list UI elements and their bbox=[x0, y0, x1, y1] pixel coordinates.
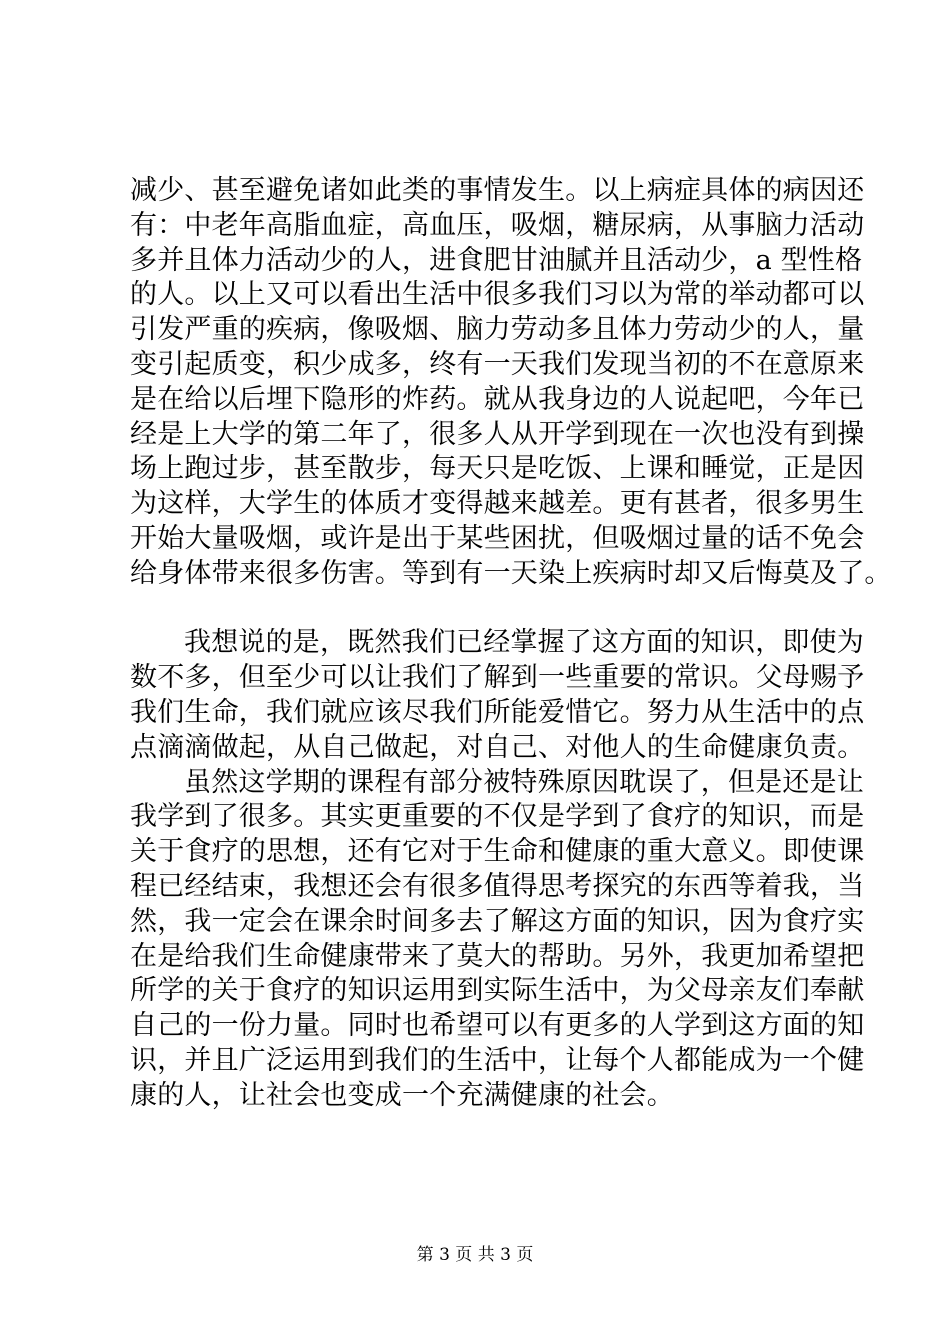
text-line: 在是给我们生命健康带来了莫大的帮助。另外，我更加希望把 bbox=[130, 940, 865, 972]
text-line: 数不多，但至少可以让我们了解到一些重要的常识。父母赐予 bbox=[130, 662, 865, 694]
text-line: 虽然这学期的课程有部分被特殊原因耽误了，但是还是让 bbox=[184, 766, 864, 798]
text-line: 自己的一份力量。同时也希望可以有更多的人学到这方面的知 bbox=[130, 1010, 865, 1042]
text-line: 变引起质变，积少成多，终有一天我们发现当初的不在意原来 bbox=[130, 348, 865, 380]
text-line: 关于食疗的思想，还有它对于生命和健康的重大意义。即使课 bbox=[130, 836, 865, 868]
paragraph-gap bbox=[130, 592, 846, 627]
paragraph-3 bbox=[130, 766, 865, 1114]
text-line: 有：中老年高脂血症，高血压，吸烟，糖尿病，从事脑力活动 bbox=[130, 209, 865, 241]
paragraph-1 bbox=[130, 174, 892, 592]
text-line: 我们生命，我们就应该尽我们所能爱惜它。努力从生活中的点 bbox=[130, 696, 865, 728]
text-line: 康的人，让社会也变成一个充满健康的社会。 bbox=[130, 1079, 674, 1111]
text-line: 是在给以后埋下隐形的炸药。就从我身边的人说起吧，今年已 bbox=[130, 383, 865, 415]
text-line: 的人。以上又可以看出生活中很多我们习以为常的举动都可以 bbox=[130, 279, 865, 311]
text-line: 程已经结束，我想还会有很多值得思考探究的东西等着我，当 bbox=[130, 870, 865, 902]
text-line: 开始大量吸烟，或许是出于某些困扰，但吸烟过量的话不免会 bbox=[130, 522, 865, 554]
text-line: 为这样，大学生的体质才变得越来越差。更有甚者，很多男生 bbox=[130, 488, 865, 520]
text-line: 识，并且广泛运用到我们的生活中，让每个人都能成为一个健 bbox=[130, 1044, 865, 1076]
document-body bbox=[130, 174, 892, 1114]
paragraph-2 bbox=[130, 626, 865, 765]
text-line: 点滴滴做起，从自己做起，对自己、对他人的生命健康负责。 bbox=[130, 731, 865, 763]
text-line: 多并且体力活动少的人，进食肥甘油腻并且活动少，a 型性格 bbox=[130, 244, 863, 276]
text-line: 所学的关于食疗的知识运用到实际生活中，为父母亲友们奉献 bbox=[130, 975, 865, 1007]
text-line: 我学到了很多。其实更重要的不仅是学到了食疗的知识，而是 bbox=[130, 801, 865, 833]
text-line: 经是上大学的第二年了，很多人从开学到现在一次也没有到操 bbox=[130, 418, 865, 450]
text-line: 引发严重的疾病，像吸烟、脑力劳动多且体力劳动少的人，量 bbox=[130, 314, 865, 346]
text-line: 然，我一定会在课余时间多去了解这方面的知识，因为食疗实 bbox=[130, 905, 865, 937]
text-line: 场上跑过步，甚至散步，每天只是吃饭、上课和睡觉，正是因 bbox=[130, 453, 865, 485]
text-line: 我想说的是，既然我们已经掌握了这方面的知识，即使为 bbox=[184, 627, 864, 659]
text-line: 给身体带来很多伤害。等到有一天染上疾病时却又后悔莫及了。 bbox=[130, 557, 892, 589]
text-line: 减少、甚至避免诸如此类的事情发生。以上病症具体的病因还 bbox=[130, 175, 865, 206]
page-number-footer: 第 3 页 共 3 页 bbox=[416, 1245, 534, 1265]
